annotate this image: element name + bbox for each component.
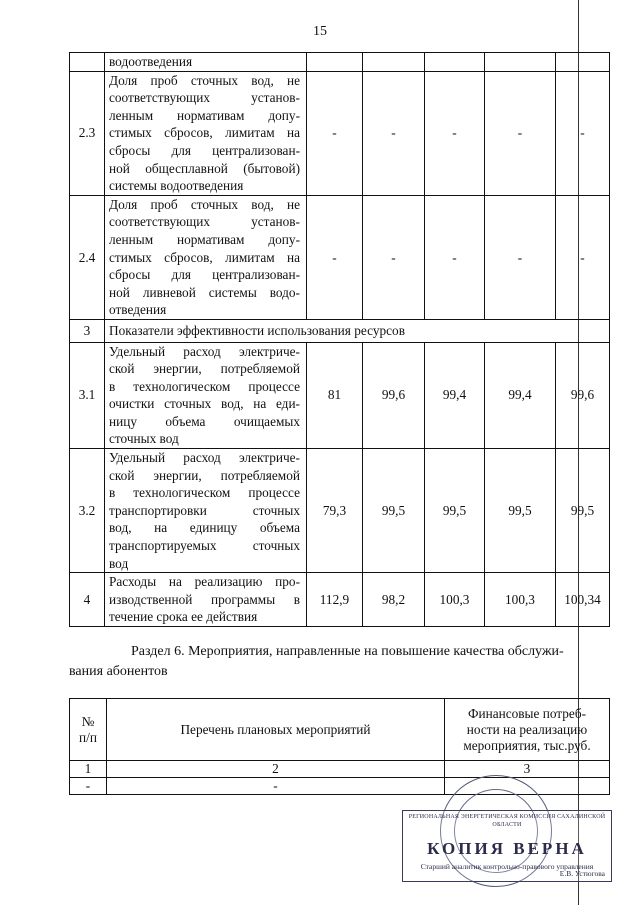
measures-index-cell: 3	[445, 761, 610, 778]
indicator-description	[105, 71, 307, 195]
indicator-value: 99,6	[556, 342, 610, 449]
indicator-description-line: транспортировки сточных	[109, 502, 300, 518]
indicator-row	[70, 449, 610, 573]
measures-index-cell: 1	[70, 761, 107, 778]
section-6-heading	[69, 642, 579, 682]
indicator-description-line: изводственной программы в	[109, 591, 300, 607]
indicator-value: 79,3	[307, 449, 363, 573]
indicator-value: 100,3	[425, 573, 485, 627]
stamp-title: КОПИЯ ВЕРНА	[427, 839, 587, 858]
indicator-description-line: течение срока ее действия	[109, 609, 258, 625]
indicator-row	[70, 319, 610, 342]
indicator-description-line: соответствующих установ-	[109, 90, 300, 106]
indicators-table-body	[70, 53, 610, 627]
indicator-description-line: транспортируемых сточных	[109, 538, 300, 554]
indicator-description-line: Доля проб сточных вод, не	[109, 72, 300, 88]
stamp-organization: РЕГИОНАЛЬНАЯ ЭНЕРГЕТИЧЕСКАЯ КОМИССИЯ САХАЛИНСКОЙ ОБЛАСТИ	[408, 814, 606, 828]
indicators-table	[69, 52, 610, 627]
indicator-description-line: ницу объема очищаемых	[109, 413, 300, 429]
indicator-description-line: Удельный расход электриче-	[109, 450, 300, 466]
indicator-value	[556, 53, 610, 72]
measures-header-list: Перечень плановых мероприятий	[107, 699, 445, 761]
indicator-value: -	[556, 71, 610, 195]
indicator-value: 99,5	[363, 449, 425, 573]
indicator-description-line: Доля проб сточных вод, не	[109, 196, 300, 212]
indicator-value: 100,3	[485, 573, 556, 627]
indicator-description	[105, 449, 307, 573]
indicator-value: 98,2	[363, 573, 425, 627]
indicator-description-line: очистки сточных вод, на еди-	[109, 396, 300, 412]
indicator-description-line: стимых сбросов, лимитам на	[109, 249, 300, 265]
measures-table	[69, 698, 610, 795]
indicator-value: 99,6	[363, 342, 425, 449]
indicator-row	[70, 342, 610, 449]
indicator-description-line: ной общесплавной (бытовой)	[109, 160, 300, 176]
measures-header-row	[70, 699, 610, 761]
measures-header-finance-line-1: Финансовые потреб-	[467, 705, 587, 721]
indicator-row	[70, 195, 610, 319]
indicator-description-line: в технологическом процессе	[109, 485, 300, 501]
indicator-description	[105, 573, 307, 627]
indicator-description-line: стимых сбросов, лимитам на	[109, 125, 300, 141]
indicator-value: 99,4	[425, 342, 485, 449]
indicator-description-line: Расходы на реализацию про-	[109, 574, 300, 590]
certified-copy-stamp	[402, 810, 612, 882]
indicator-row	[70, 71, 610, 195]
indicator-description	[105, 342, 307, 449]
indicator-description-line: Удельный расход электриче-	[109, 343, 300, 359]
measures-empty-cell: -	[70, 778, 107, 795]
indicator-description-line: вод	[109, 555, 129, 571]
indicator-description-line: ской энергии, потребляемой	[109, 361, 300, 377]
indicator-description-line: сточных вод	[109, 431, 179, 447]
indicator-description-line: отведения	[109, 302, 167, 318]
indicator-description-line: ной ливневой системы водо-	[109, 284, 300, 300]
indicator-row	[70, 573, 610, 627]
indicator-num: 2.3	[70, 71, 105, 195]
indicator-value: -	[307, 71, 363, 195]
indicator-value: -	[556, 195, 610, 319]
indicator-num: 4	[70, 573, 105, 627]
indicator-num	[70, 53, 105, 72]
indicator-description-line: вод, на единицу объема	[109, 520, 300, 536]
indicator-group-heading: Показатели эффективности использования ресурсов	[105, 319, 610, 342]
indicator-num: 2.4	[70, 195, 105, 319]
indicator-value	[485, 53, 556, 72]
indicator-value: -	[363, 195, 425, 319]
measures-header-finance-line-3: мероприятия, тыс.руб.	[463, 737, 591, 753]
indicator-value	[425, 53, 485, 72]
indicator-value: 112,9	[307, 573, 363, 627]
indicator-description-line: ленным нормативам допу-	[109, 107, 300, 123]
indicator-description-line: в технологическом процессе	[109, 378, 300, 394]
indicator-description-line: ской энергии, потребляемой	[109, 467, 300, 483]
indicator-num: 3	[70, 319, 105, 342]
indicator-value: 81	[307, 342, 363, 449]
indicator-description-line: системы водоотведения	[109, 178, 244, 194]
indicator-value: -	[425, 71, 485, 195]
measures-header-finance	[445, 699, 610, 761]
indicator-description	[105, 195, 307, 319]
page-number: 15	[313, 24, 327, 39]
indicator-description-line: соответствующих установ-	[109, 214, 300, 230]
indicator-num: 3.1	[70, 342, 105, 449]
indicator-num: 3.2	[70, 449, 105, 573]
indicator-value: -	[425, 195, 485, 319]
indicator-value: 99,5	[556, 449, 610, 573]
measures-header-num-line-2: п/п	[79, 729, 97, 745]
indicator-value: 99,5	[425, 449, 485, 573]
indicator-value: 99,5	[485, 449, 556, 573]
stamp-signer-name: Е.В. Устюгова	[559, 869, 605, 878]
measures-header-finance-line-2: ности на реализацию	[466, 721, 588, 737]
section-6-line-2: вания абонентов	[69, 664, 168, 679]
indicator-description-line: сбросы для централизован-	[109, 142, 300, 158]
indicator-description-line: ленным нормативам допу-	[109, 231, 300, 247]
indicator-value	[363, 53, 425, 72]
section-6-line-1: Раздел 6. Мероприятия, направленные на повышение качества обслужи-	[131, 644, 564, 659]
measures-empty-cell: -	[107, 778, 445, 795]
indicator-value: -	[485, 195, 556, 319]
stamp-position: Старший аналитик контрольно-правового управления	[420, 862, 594, 871]
indicator-value: -	[485, 71, 556, 195]
indicator-value	[307, 53, 363, 72]
indicator-row	[70, 53, 610, 72]
indicator-description-line: сбросы для централизован-	[109, 267, 300, 283]
indicator-value: -	[307, 195, 363, 319]
measures-index-cell: 2	[107, 761, 445, 778]
indicator-value: -	[363, 71, 425, 195]
measures-header-num	[70, 699, 107, 761]
measures-header-num-line-1: №	[81, 713, 95, 729]
measures-index-row	[70, 761, 610, 778]
indicator-description	[105, 53, 307, 72]
indicator-description-line: водоотведения	[109, 54, 193, 69]
indicator-value: 100,34	[556, 573, 610, 627]
indicator-value: 99,4	[485, 342, 556, 449]
